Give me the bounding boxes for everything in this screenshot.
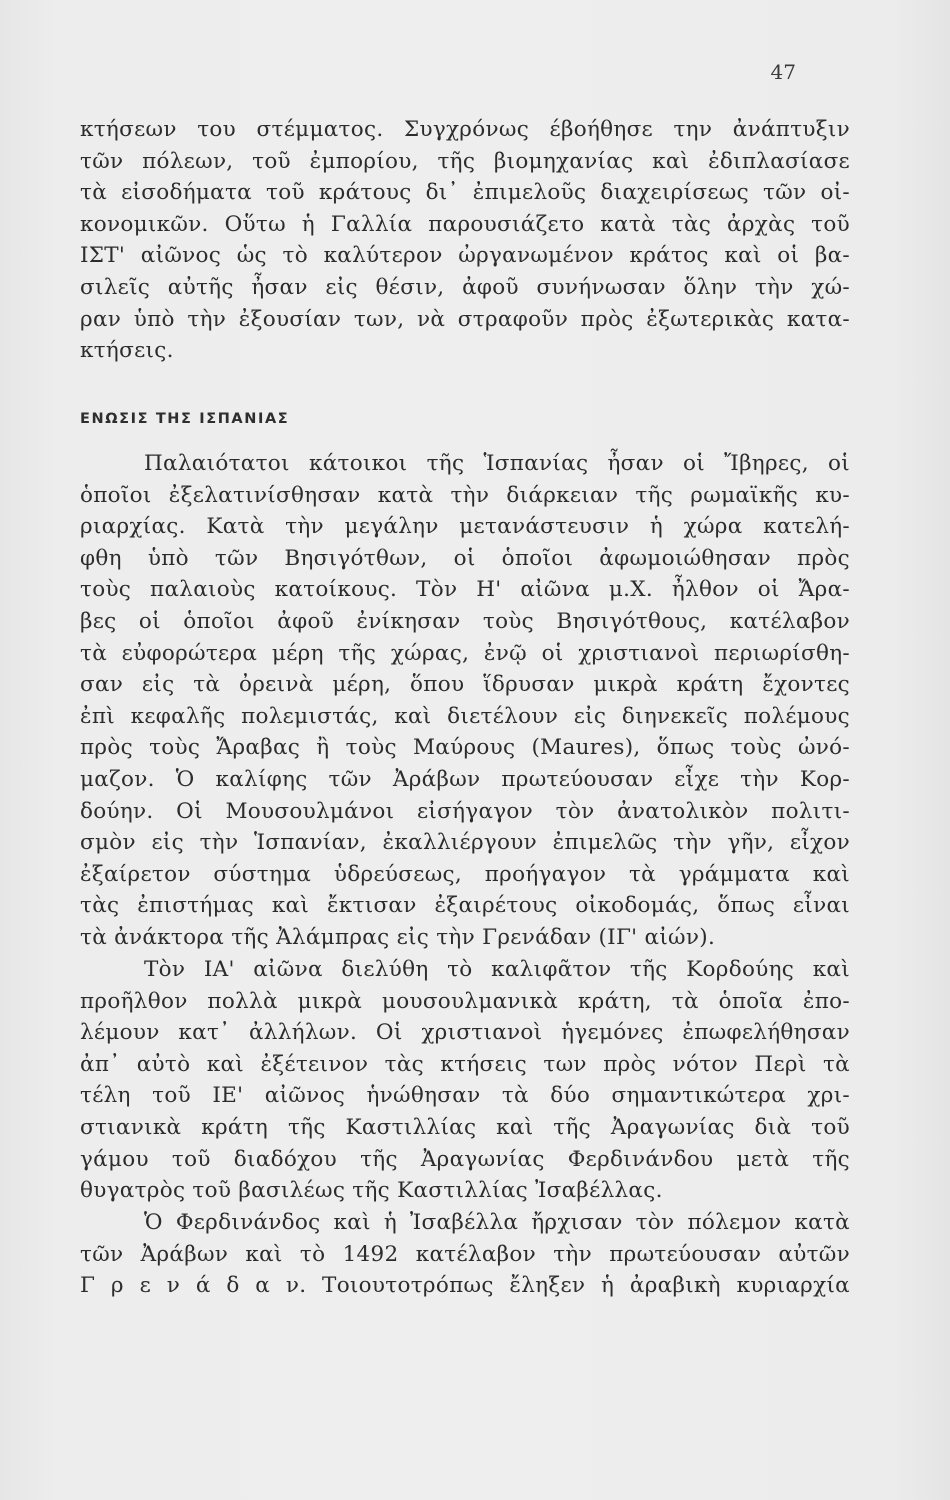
text-line: ὁποῖοι ἐξελατινίσθησαν κατὰ τὴν διάρκειαν τῆς ρωμαϊκῆς κυ- [80, 482, 850, 508]
text-line: τοὺς παλαιοὺς κατοίκους. Τὸν Η' αἰῶνα μ.Χ. ἦλθον οἱ Ἄρα- [80, 577, 850, 603]
text-line: Γ ρ ε ν ά δ α ν. Τοιουτοτρόπως ἔληξεν ἡ ἀραβικὴ κυριαρχία [80, 1273, 850, 1299]
text-line: δούην. Οἱ Μουσουλμάνοι εἰσήγαγον τὸν ἀνατολικὸν πολιτι- [80, 798, 850, 824]
text-line: ἀπ᾽ αὐτὸ καὶ ἐξέτεινον τὰς κτήσεις των πρὸς νότον Περὶ τὰ [80, 1051, 850, 1077]
text-line: Ὁ Φερδινάνδος καὶ ἡ Ἰσαβέλλα ἤρχισαν τὸν πόλεμον κατὰ [144, 1210, 850, 1235]
section-heading: ΕΝΩΣΙΣ ΤΗΣ ΙΣΠΑΝΙΑΣ [80, 411, 290, 427]
text-line: πρὸς τοὺς Ἄραβας ἢ τοὺς Μαύρους (Maures), ὅπως τοὺς ὠνό- [80, 735, 850, 761]
text-line: τὰ εὐφορώτερα μέρη τῆς χώρας, ἐνῷ οἱ χριστιανοὶ περιωρίσθη- [80, 640, 850, 666]
text-line: σιλεῖς αὐτῆς ἦσαν εἰς θέσιν, ἀφοῦ συνήνωσαν ὅλην τὴν χώ- [80, 274, 850, 300]
text-line: ἐπὶ κεφαλῆς πολεμιστάς, καὶ διετέλουν εἰς διηνεκεῖς πολέμους [80, 703, 850, 729]
text-line: φθη ὑπὸ τῶν Βησιγότθων, οἱ ὁποῖοι ἀφωμοιώθησαν πρὸς [80, 545, 850, 571]
text-line: τὰ εἰσοδήματα τοῦ κράτους δι᾽ ἐπιμελοῦς διαχειρίσεως τῶν οἰ- [80, 180, 850, 206]
text-line: κτήσεις. [80, 338, 174, 364]
paragraph-3 [80, 954, 850, 1207]
text-line: κτήσεων του στέμματος. Συγχρόνως έβοήθησε την ἀνάπτυξιν [80, 117, 850, 142]
text-line: ριαρχίας. Κατὰ τὴν μεγάλην μετανάστευσιν ἡ χώρα κατελή- [80, 514, 850, 540]
text-line: μαζον. Ὁ καλίφης τῶν Ἀράβων πρωτεύουσαν εἶχε τὴν Κορ- [80, 766, 850, 792]
text-line: προῆλθον πολλὰ μικρὰ μουσουλμανικὰ κράτη, τὰ ὁποῖα ἐπο- [80, 988, 850, 1014]
text-line: σαν εἰς τὰ ὀρεινὰ μέρη, ὅπου ἵδρυσαν μικρὰ κράτη ἔχοντες [80, 672, 850, 698]
text-line: ραν ὑπὸ τὴν ἐξουσίαν των, νὰ στραφοῦν πρὸς ἐξωτερικὰς κατα- [80, 306, 850, 332]
text-line: τῶν Ἀράβων καὶ τὸ 1492 κατέλαβον τὴν πρωτεύουσαν αὐτῶν [80, 1241, 850, 1267]
text-line: ἐξαίρετον σύστημα ὑδρεύσεως, προήγαγον τὰ γράμματα καὶ [80, 861, 850, 887]
text-line: λέμουν κατ᾽ ἀλλήλων. Οἱ χριστιανοὶ ἡγεμόνες ἐπωφελήθησαν [80, 1020, 850, 1046]
text-line: βες οἱ ὁποῖοι ἀφοῦ ἐνίκησαν τοὺς Βησιγότθους, κατέλαβον [80, 608, 850, 634]
text-line: Τὸν ΙΑ' αἰῶνα διελύθη τὸ καλιφᾶτον τῆς Κορδούης καὶ [144, 957, 850, 982]
text-line: Παλαιότατοι κάτοικοι τῆς Ἱσπανίας ἦσαν οἱ Ἴβηρες, οἱ [144, 451, 850, 476]
page-number: 47 [770, 60, 796, 84]
text-line: στιανικὰ κράτη τῆς Καστιλλίας καὶ τῆς Ἀραγωνίας διὰ τοῦ [80, 1114, 850, 1140]
text-line: τὰς ἐπιστήμας καὶ ἔκτισαν ἐξαιρέτους οἰκοδομάς, ὅπως εἶναι [80, 893, 850, 919]
paragraph-4 [80, 1207, 850, 1302]
text-line: ΙΣΤ' αἰῶνος ὡς τὸ καλύτερον ὠργανωμένον κράτος καὶ οἱ βα- [80, 243, 850, 269]
text-line: κονομικῶν. Οὕτω ἡ Γαλλία παρουσιάζετο κατὰ τὰς ἀρχὰς τοῦ [80, 211, 850, 237]
paragraph-top [80, 114, 850, 367]
text-line: σμὸν εἰς τὴν Ἱσπανίαν, ἐκαλλιέργουν ἐπιμελῶς τὴν γῆν, εἶχον [80, 830, 850, 856]
text-line: θυγατρὸς τοῦ βασιλέως τῆς Καστιλλίας Ἰσαβέλλας. [80, 1178, 663, 1204]
text-line: γάμου τοῦ διαδόχου τῆς Ἀραγωνίας Φερδινάνδου μετὰ τῆς [80, 1146, 850, 1172]
text-line: τέλη τοῦ ΙΕ' αἰῶνος ἡνώθησαν τὰ δύο σημαντικώτερα χρι- [80, 1083, 850, 1109]
text-line: τὰ ἀνάκτορα τῆς Ἀλάμπρας εἰς τὴν Γρενάδαν (ΙΓ' αἰών). [80, 924, 716, 950]
text-line: τῶν πόλεων, τοῦ ἐμπορίου, τῆς βιομηχανίας καὶ ἐδιπλασίασε [80, 148, 850, 174]
paragraph-2 [80, 448, 850, 954]
